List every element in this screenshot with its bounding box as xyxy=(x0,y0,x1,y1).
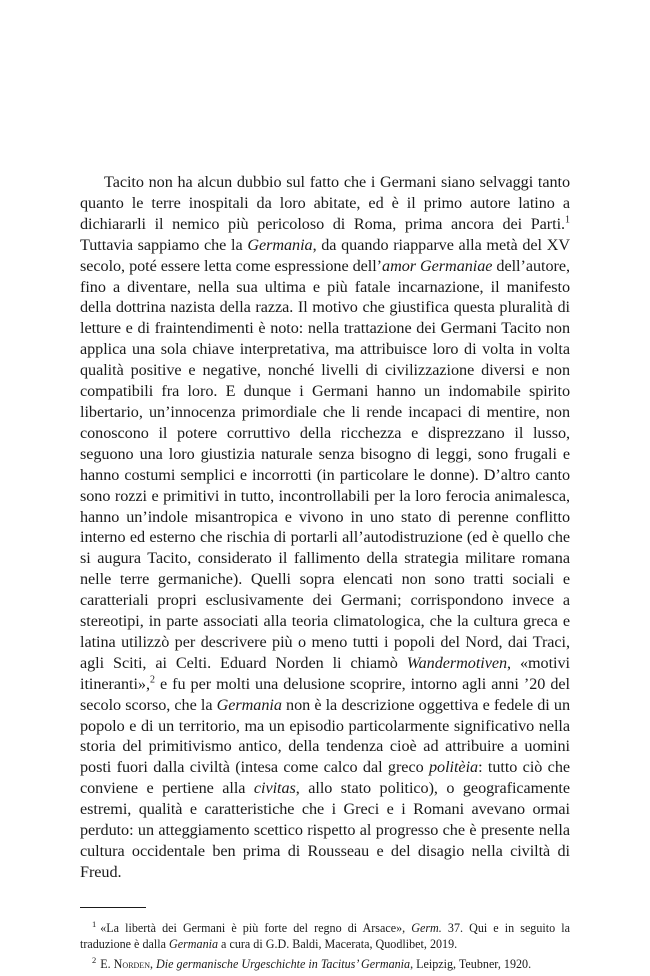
footnote-ref-2[interactable]: 2 xyxy=(149,674,155,686)
italic-term: Wandermotiven xyxy=(406,653,508,672)
italic-term: politèia xyxy=(429,758,479,777)
italic-term: Germania xyxy=(247,235,313,254)
text-run: : tutto ciò che conviene e pertiene alla xyxy=(80,758,570,798)
text-run: Tuttavia sappiamo che la xyxy=(80,235,248,254)
footnote-text: , Leipzig, Teubner, 1920. xyxy=(410,957,532,972)
footnote-2 xyxy=(80,956,570,972)
text-run: dell’autore, fino a diventare, nella sua ultima e più fatale incarnazione, il manifesto della dottrina nazista della razza. Il motivo che giustifica questa pluralità di letture e di fraintendimenti è noto: nella trattazione dei Germani Tacito non applica una sola chiave interpretativa, ma attribuisce loro di volta in volta qualità positive e negative, nonché livelli di civilizzazione diversi e non compatibili fra loro. E dunque i Germani hanno un indomabile spirito libertario, un’innocenza primordiale che li rende incapaci di mentire, non conoscono il potere corruttivo della ricchezza e disprezzano il lusso, seguono una loro giustizia naturale senza bisogno di leggi, sono frugali e hanno costumi semplici e incorrotti (in particolare le donne). D’altro canto sono rozzi e primitivi in tutto, incontrollabili per la loro ferocia animalesca, hanno un’indole misantropica e vivono in uno stato di perenne conflitto interno ed esterno che rischia di portarli all’autodistruzione (ed è quello che si augura Tacito, considerato il fallimento della strategia militare romana nelle terre germaniche). Quelli sopra elencati non sono tratti sociali e caratteriali propri esclusivamente dei Germani; corrispondono invece a stereotipi, in parte associati alla teoria climatologica, che la cultura greca e latina utilizzò per descrivere più o meno tutti i popoli del Nord, dai Traci, agli Sciti, ai Celti. Eduard Norden li chiamò xyxy=(80,256,570,672)
footnote-text: a cura di G.D. Baldi, Macerata, Quodlibet, 2019. xyxy=(218,937,458,952)
main-paragraph xyxy=(80,172,570,883)
footnote-number: 2 xyxy=(92,955,97,966)
text-run: , allo stato politico), o geograficamente estremi, qualità e caratteristiche che i Greci e i Romani avevano ormai perduto: un atteggiamento scettico rispetto al progresso che è presente nella cultura occidentale ben prima di Rousseau e del disagio nella civiltà di Freud. xyxy=(80,779,570,881)
text-run: non è la descrizione oggettiva e fedele di un popolo e di un territorio, ma un episodio particolarmente significativo nella storia del primitivismo antico, della tendenza cioè ad attribuire a uomini posti fuori dalla civiltà (intesa come calco dal greco xyxy=(80,695,570,777)
footnote-number: 1 xyxy=(92,918,97,929)
footnote-text: «La libertà dei Germani è più forte del regno di Arsace», xyxy=(100,920,412,935)
italic-term: civitas xyxy=(253,779,296,798)
footnote-text: 37. Qui e in seguito la traduzione è dalla xyxy=(80,920,570,952)
footnote-1 xyxy=(80,920,570,952)
footnote-italic: Germ. xyxy=(411,920,442,935)
text-run: , «motivi itineranti», xyxy=(80,653,570,693)
footnote-text: , xyxy=(149,957,157,972)
footnote-separator xyxy=(80,907,146,908)
footnote-ref-1[interactable]: 1 xyxy=(565,214,570,226)
footnote-italic: Die germanische Urgeschichte in Tacitus’ Germania xyxy=(156,957,411,972)
text-run: e fu per molti una delusione scoprire, intorno agli anni ’20 del secolo scorso, che la xyxy=(80,674,570,714)
text-run: , da quando riapparve alla metà del XV secolo, poté essere letta come espressione dell’ xyxy=(80,235,570,275)
italic-term: amor Germaniae xyxy=(382,256,493,275)
text-run: Tacito non ha alcun dubbio sul fatto che i Germani siano selvaggi tanto quanto le terre inospitali da loro abitate, ed è il primo autore latino a dichiararli il nemico più pericoloso di Roma, prima ancora dei Parti. xyxy=(80,173,570,233)
footnote-author: E. Norden xyxy=(100,957,150,972)
footnote-italic: Germania xyxy=(168,937,219,952)
page-content xyxy=(80,172,570,976)
italic-term: Germania xyxy=(216,695,282,714)
